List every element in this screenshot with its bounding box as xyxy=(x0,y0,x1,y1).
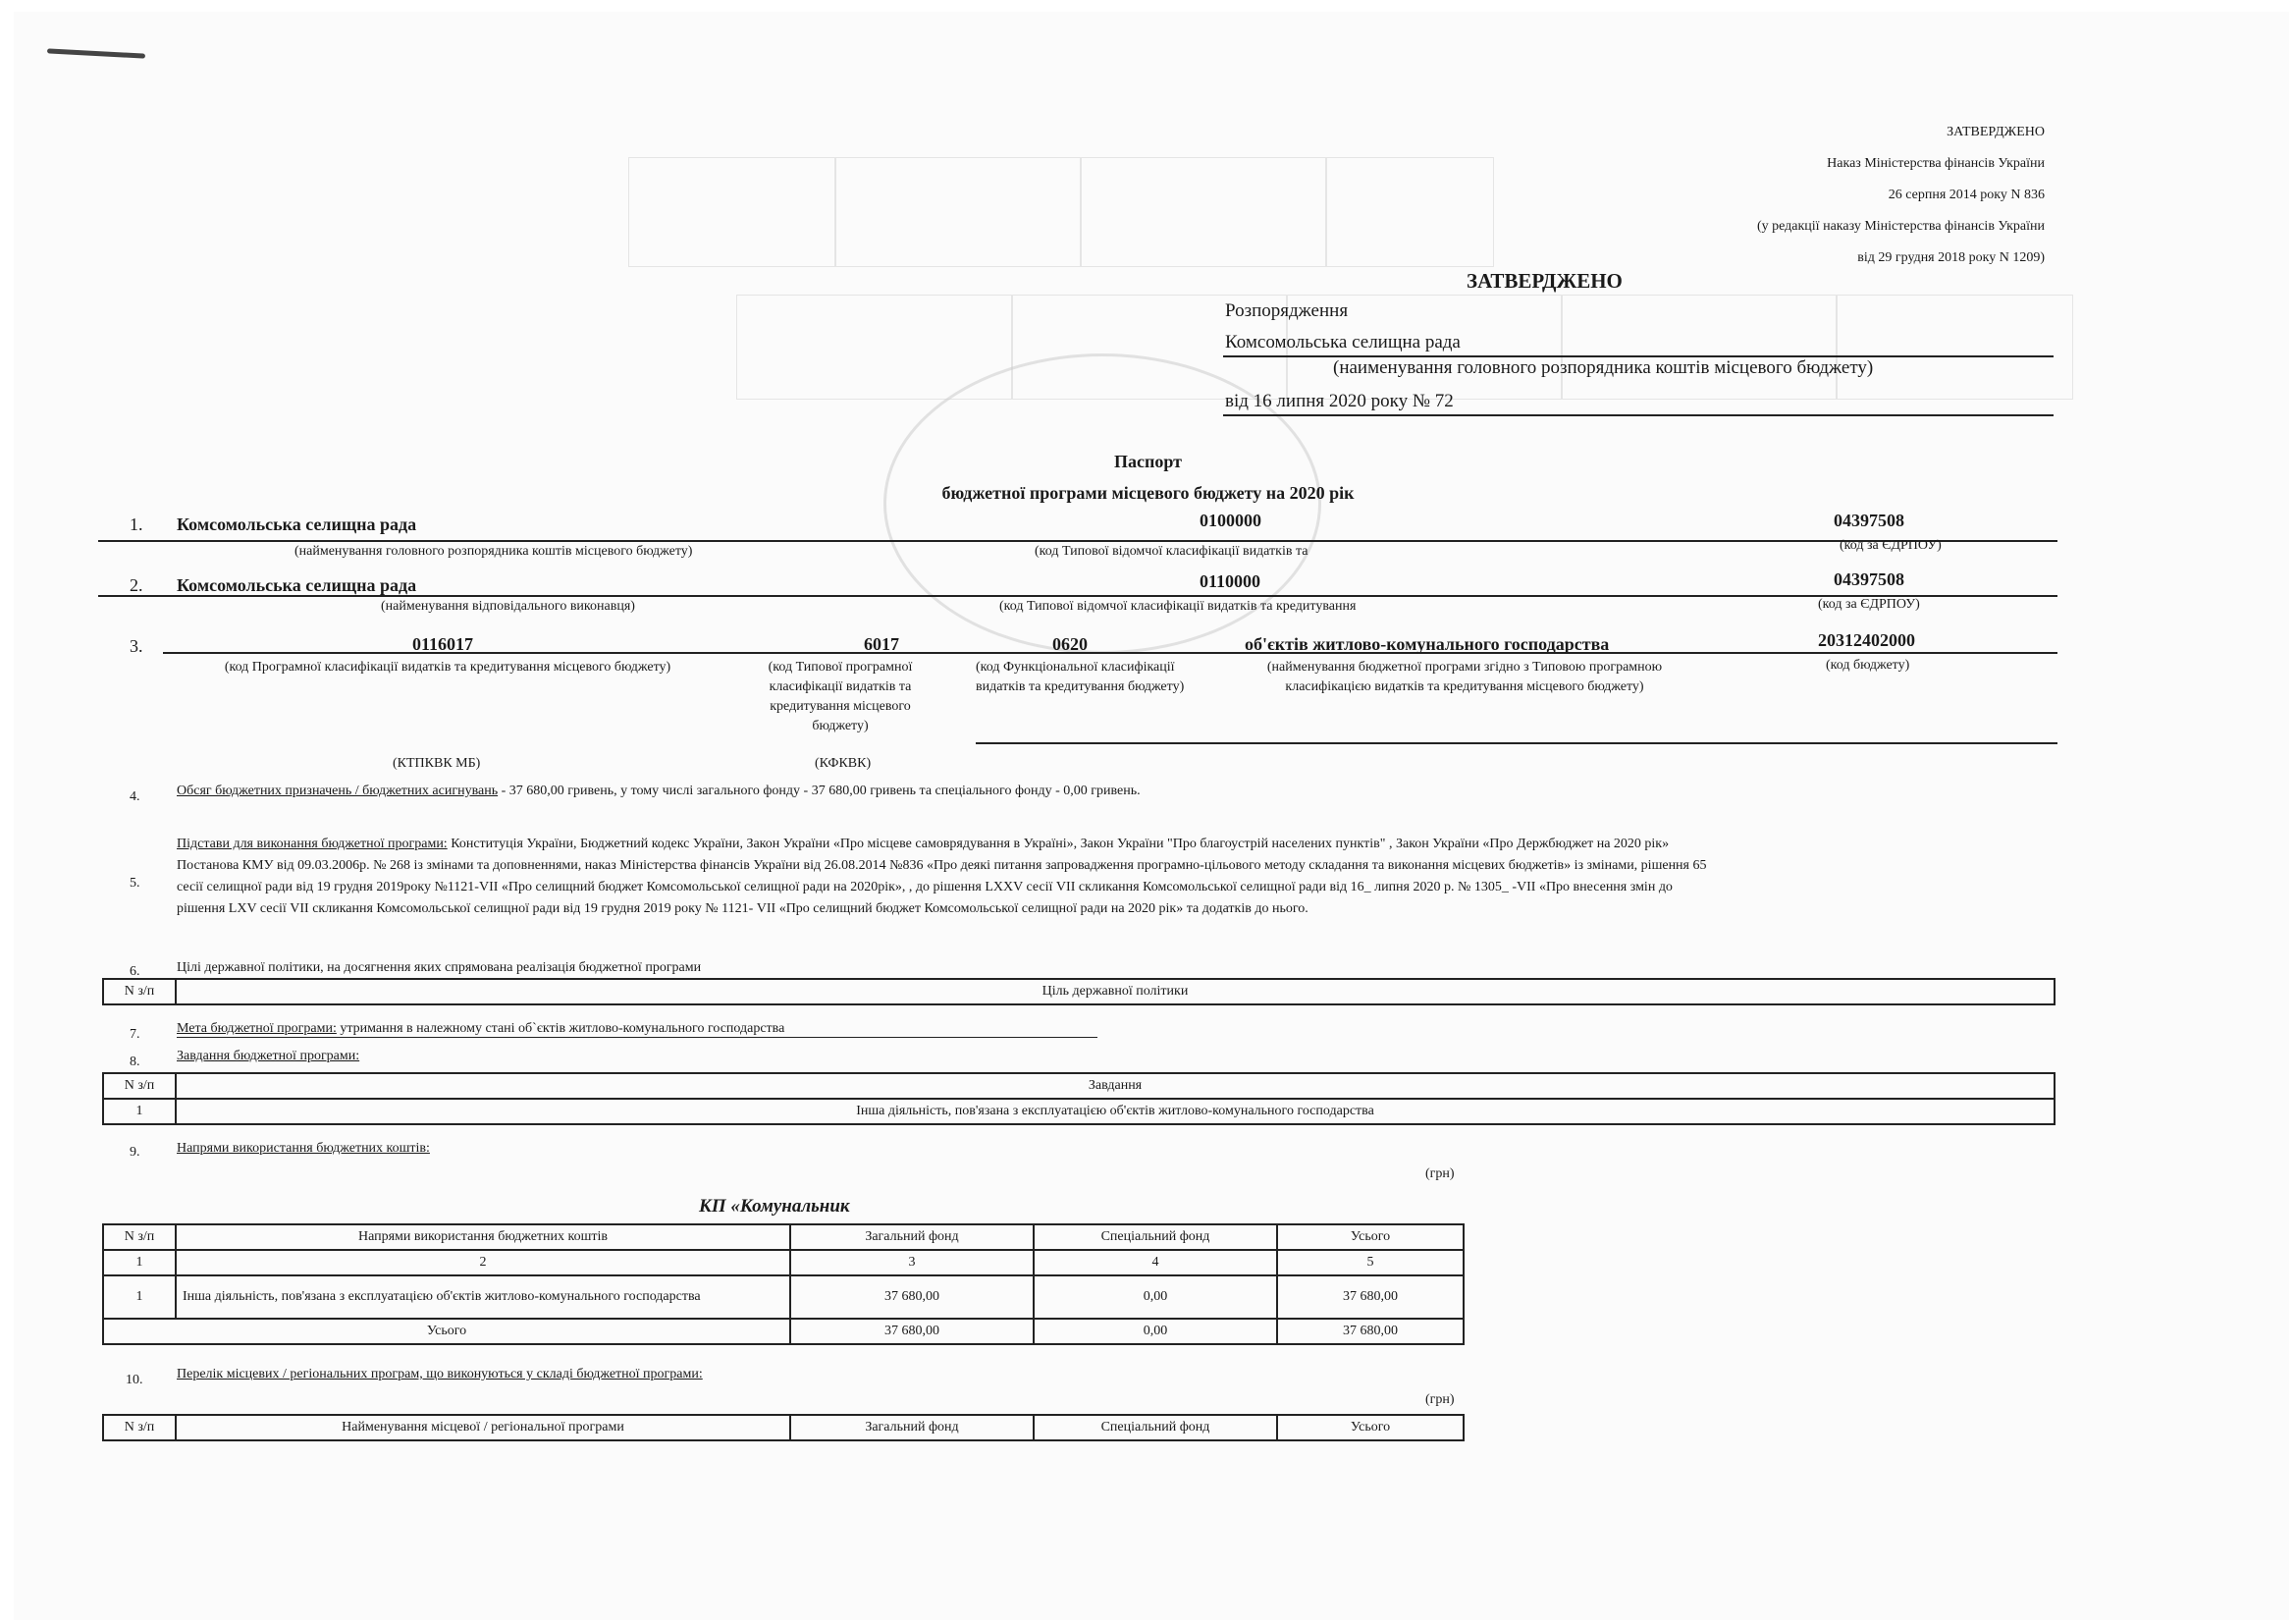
table-row xyxy=(103,1099,2055,1124)
item9-table-title: КП «Комунальник xyxy=(699,1196,850,1217)
tasks-col-task: Завдання xyxy=(176,1073,2055,1099)
item4-label: Обсяг бюджетних призначень / бюджетних асигнувань xyxy=(177,784,499,798)
programs-header-total: Усього xyxy=(1277,1415,1464,1440)
item5-line-3: сесії селищної ради від 19 грудня 2019року №1121-VII «Про селищний бюджет Комсомольської селищної ради на 2020рік», , до рішення LXXV сесії VII скликання Комсомольської селищної ради від 16_ липня 2020 р. № 1305_ -VII «Про внесення змін до xyxy=(177,880,1673,894)
item5-label: Підстави для виконання бюджетної програми: xyxy=(177,837,448,851)
item2-code-note: (код Типової відомчої класифікації видатків та кредитування xyxy=(999,599,1357,614)
approval-block-line-1: ЗАТВЕРДЖЕНО xyxy=(1947,125,2045,139)
approval-org-note: (наименування головного розпорядника коштів місцевого бюджету) xyxy=(1333,357,1874,378)
item10-number: 10. xyxy=(126,1373,143,1387)
item2-code: 0110000 xyxy=(1200,571,1261,591)
task-text: Інша діяльність, пов'язана з експлуатацією об'єктів житлово-комунального господарства xyxy=(176,1099,2055,1124)
table-row xyxy=(103,1250,1464,1275)
approval-title: ЗАТВЕРДЖЕНО xyxy=(1467,269,1623,293)
index-cell: 4 xyxy=(1034,1250,1277,1275)
index-cell: 1 xyxy=(103,1250,176,1275)
table-row xyxy=(103,1073,2055,1099)
item8-label: Завдання бюджетної програми: xyxy=(177,1049,360,1063)
programs-header-name: Найменування місцевої / регіональної програми xyxy=(176,1415,790,1440)
approval-org: Комсомольська селищна рада xyxy=(1225,332,1461,352)
programs-header-general: Загальний фонд xyxy=(790,1415,1034,1440)
item1-name: Комсомольська селищна рада xyxy=(177,514,417,534)
programs-table xyxy=(102,1414,1465,1441)
spending-row-num: 1 xyxy=(103,1275,176,1319)
item7-number: 7. xyxy=(130,1027,140,1042)
spending-header-general: Загальний фонд xyxy=(790,1224,1034,1250)
item1-edrpou-note: (код за ЄДРПОУ) xyxy=(1840,538,1942,553)
spending-total-total: 37 680,00 xyxy=(1277,1319,1464,1344)
passport-subtitle: бюджетної програми місцевого бюджету на 2020 рік xyxy=(941,483,1355,503)
item1-edrpou: 04397508 xyxy=(1834,511,1904,530)
goals-col-num: N з/п xyxy=(103,979,176,1004)
item6-label: Цілі державної політики, на досягнення яких спрямована реалізація бюджетної програми xyxy=(177,960,702,975)
item3-ktpkvk-abbr: (КТПКВК МБ) xyxy=(393,756,481,771)
spending-header-total: Усього xyxy=(1277,1224,1464,1250)
approval-date-line: від 16 липня 2020 року № 72 xyxy=(1225,391,1454,411)
item3-fkvk: 0620 xyxy=(1052,634,1088,654)
spending-row-total: 37 680,00 xyxy=(1277,1275,1464,1319)
item10-unit: (грн) xyxy=(1425,1392,1455,1407)
spending-total-special: 0,00 xyxy=(1034,1319,1277,1344)
table-row xyxy=(103,1319,1464,1344)
item2-name-note: (найменування відповідального виконавця) xyxy=(381,599,635,614)
item3-tpkvk-note: (код Типової програмної класифікації видатків та кредитування місцевого бюджету) xyxy=(768,660,913,733)
spending-row-general: 37 680,00 xyxy=(790,1275,1034,1319)
item5-line-1: Конституція України, Бюджетний кодекс України, Закон України «Про місцеве самоврядування в Україні», Закон України "Про благоустрій населених пунктів" , Закон України «Про Держбюджет на 2020 рік» xyxy=(447,837,1670,851)
item4-text: - 37 680,00 гривень, у тому числі загального фонду - 37 680,00 гривень та спеціального фонду - 0,00 гривень. xyxy=(498,784,1141,798)
item3-ktpkvk: 0116017 xyxy=(412,634,474,654)
item7-text: утримання в належному стані об`єктів житлово-комунального господарства xyxy=(336,1021,785,1036)
spending-row-name: Інша діяльність, пов'язана з експлуатацією об'єктів житлово-комунального господарства xyxy=(176,1275,790,1319)
programs-header-special: Спеціальний фонд xyxy=(1034,1415,1277,1440)
goals-table xyxy=(102,978,2056,1005)
spending-header-name: Напрями використання бюджетних коштів xyxy=(176,1224,790,1250)
item3-ktpkvk-note: (код Програмної класифікації видатків та кредитування місцевого бюджету) xyxy=(224,660,671,675)
goals-col-goal: Ціль державної політики xyxy=(176,979,2055,1004)
table-row xyxy=(103,979,2055,1004)
programs-header-num: N з/п xyxy=(103,1415,176,1440)
item1-code: 0100000 xyxy=(1200,511,1261,530)
approval-block-line-2: Наказ Міністерства фінансів України xyxy=(1827,156,2045,171)
passport-title: Паспорт xyxy=(1114,452,1182,471)
item1-code-note: (код Типової відомчої класифікації видатків та xyxy=(1035,544,1308,559)
bleed-through-table xyxy=(628,157,1492,265)
spending-row-special: 0,00 xyxy=(1034,1275,1277,1319)
tasks-col-num: N з/п xyxy=(103,1073,176,1099)
tasks-table xyxy=(102,1072,2056,1125)
item3-number: 3. xyxy=(130,636,143,656)
table-row xyxy=(103,1275,1464,1319)
item2-edrpou: 04397508 xyxy=(1834,569,1904,589)
item3-budget-code-note: (код бюджету) xyxy=(1826,658,1910,673)
approval-block-line-4: (у редакції наказу Міністерства фінансів України xyxy=(1756,219,2045,234)
approval-doc-type: Розпорядження xyxy=(1225,300,1349,321)
item5-number: 5. xyxy=(130,876,140,891)
item3-name-note: (найменування бюджетної програми згідно з Типовою програмною класифікацією видатків та кредитування місцевого бюджету) xyxy=(1266,660,1663,694)
item9-number: 9. xyxy=(130,1145,140,1160)
index-cell: 5 xyxy=(1277,1250,1464,1275)
spending-header-num: N з/п xyxy=(103,1224,176,1250)
item4-number: 4. xyxy=(130,789,140,804)
item9-unit: (грн) xyxy=(1425,1166,1455,1181)
item7-label: Мета бюджетної програми: xyxy=(177,1021,337,1036)
index-cell: 3 xyxy=(790,1250,1034,1275)
item2-number: 2. xyxy=(130,575,143,595)
table-row xyxy=(103,1415,1464,1440)
item3-program-name: об'єктів житлово-комунального господарства xyxy=(1245,634,1610,654)
item8-number: 8. xyxy=(130,1055,140,1069)
item6-number: 6. xyxy=(130,964,140,979)
item3-fkvk-note: (код Функціональної класифікації видатків та кредитування бюджету) xyxy=(976,660,1185,694)
spending-table xyxy=(102,1223,1465,1345)
item9-label: Напрями використання бюджетних коштів: xyxy=(177,1141,430,1156)
item10-label: Перелік місцевих / регіональних програм, що виконуються у складі бюджетної програми: xyxy=(177,1367,703,1381)
approval-block-line-5: від 29 грудня 2018 року N 1209) xyxy=(1857,250,2045,265)
table-row xyxy=(103,1224,1464,1250)
item5-line-4: рішення LXV сесії VII скликання Комсомольської селищної ради від 19 грудня 2019 року № 1121- VII «Про селищний бюджет Комсомольської селищної ради на 2020 рік» та додатків до нього. xyxy=(177,901,1308,916)
item3-budget-code: 20312402000 xyxy=(1818,630,1915,650)
spending-total-label: Усього xyxy=(103,1319,790,1344)
approval-block-line-3: 26 серпня 2014 року N 836 xyxy=(1888,188,2045,202)
index-cell: 2 xyxy=(176,1250,790,1275)
item3-tpkvk: 6017 xyxy=(864,634,899,654)
item1-name-note: (найменування головного розпорядника коштів місцевого бюджету) xyxy=(294,544,693,559)
item2-name: Комсомольська селищна рада xyxy=(177,575,417,595)
item2-edrpou-note: (код за ЄДРПОУ) xyxy=(1818,597,1920,612)
spending-total-general: 37 680,00 xyxy=(790,1319,1034,1344)
item1-number: 1. xyxy=(130,514,143,534)
item5-line-2: Постанова КМУ від 09.03.2006р. № 268 із змінами та доповненнями, наказ Міністерства фінансів України від 26.08.2014 №836 «Про деякі питання запровадження програмно-цільового методу складання та виконання місцевих бюджетів» із змінами, рішення 65 xyxy=(177,858,1707,873)
item3-kfkvk-abbr: (КФКВК) xyxy=(815,756,872,771)
spending-header-special: Спеціальний фонд xyxy=(1034,1224,1277,1250)
task-num: 1 xyxy=(103,1099,176,1124)
